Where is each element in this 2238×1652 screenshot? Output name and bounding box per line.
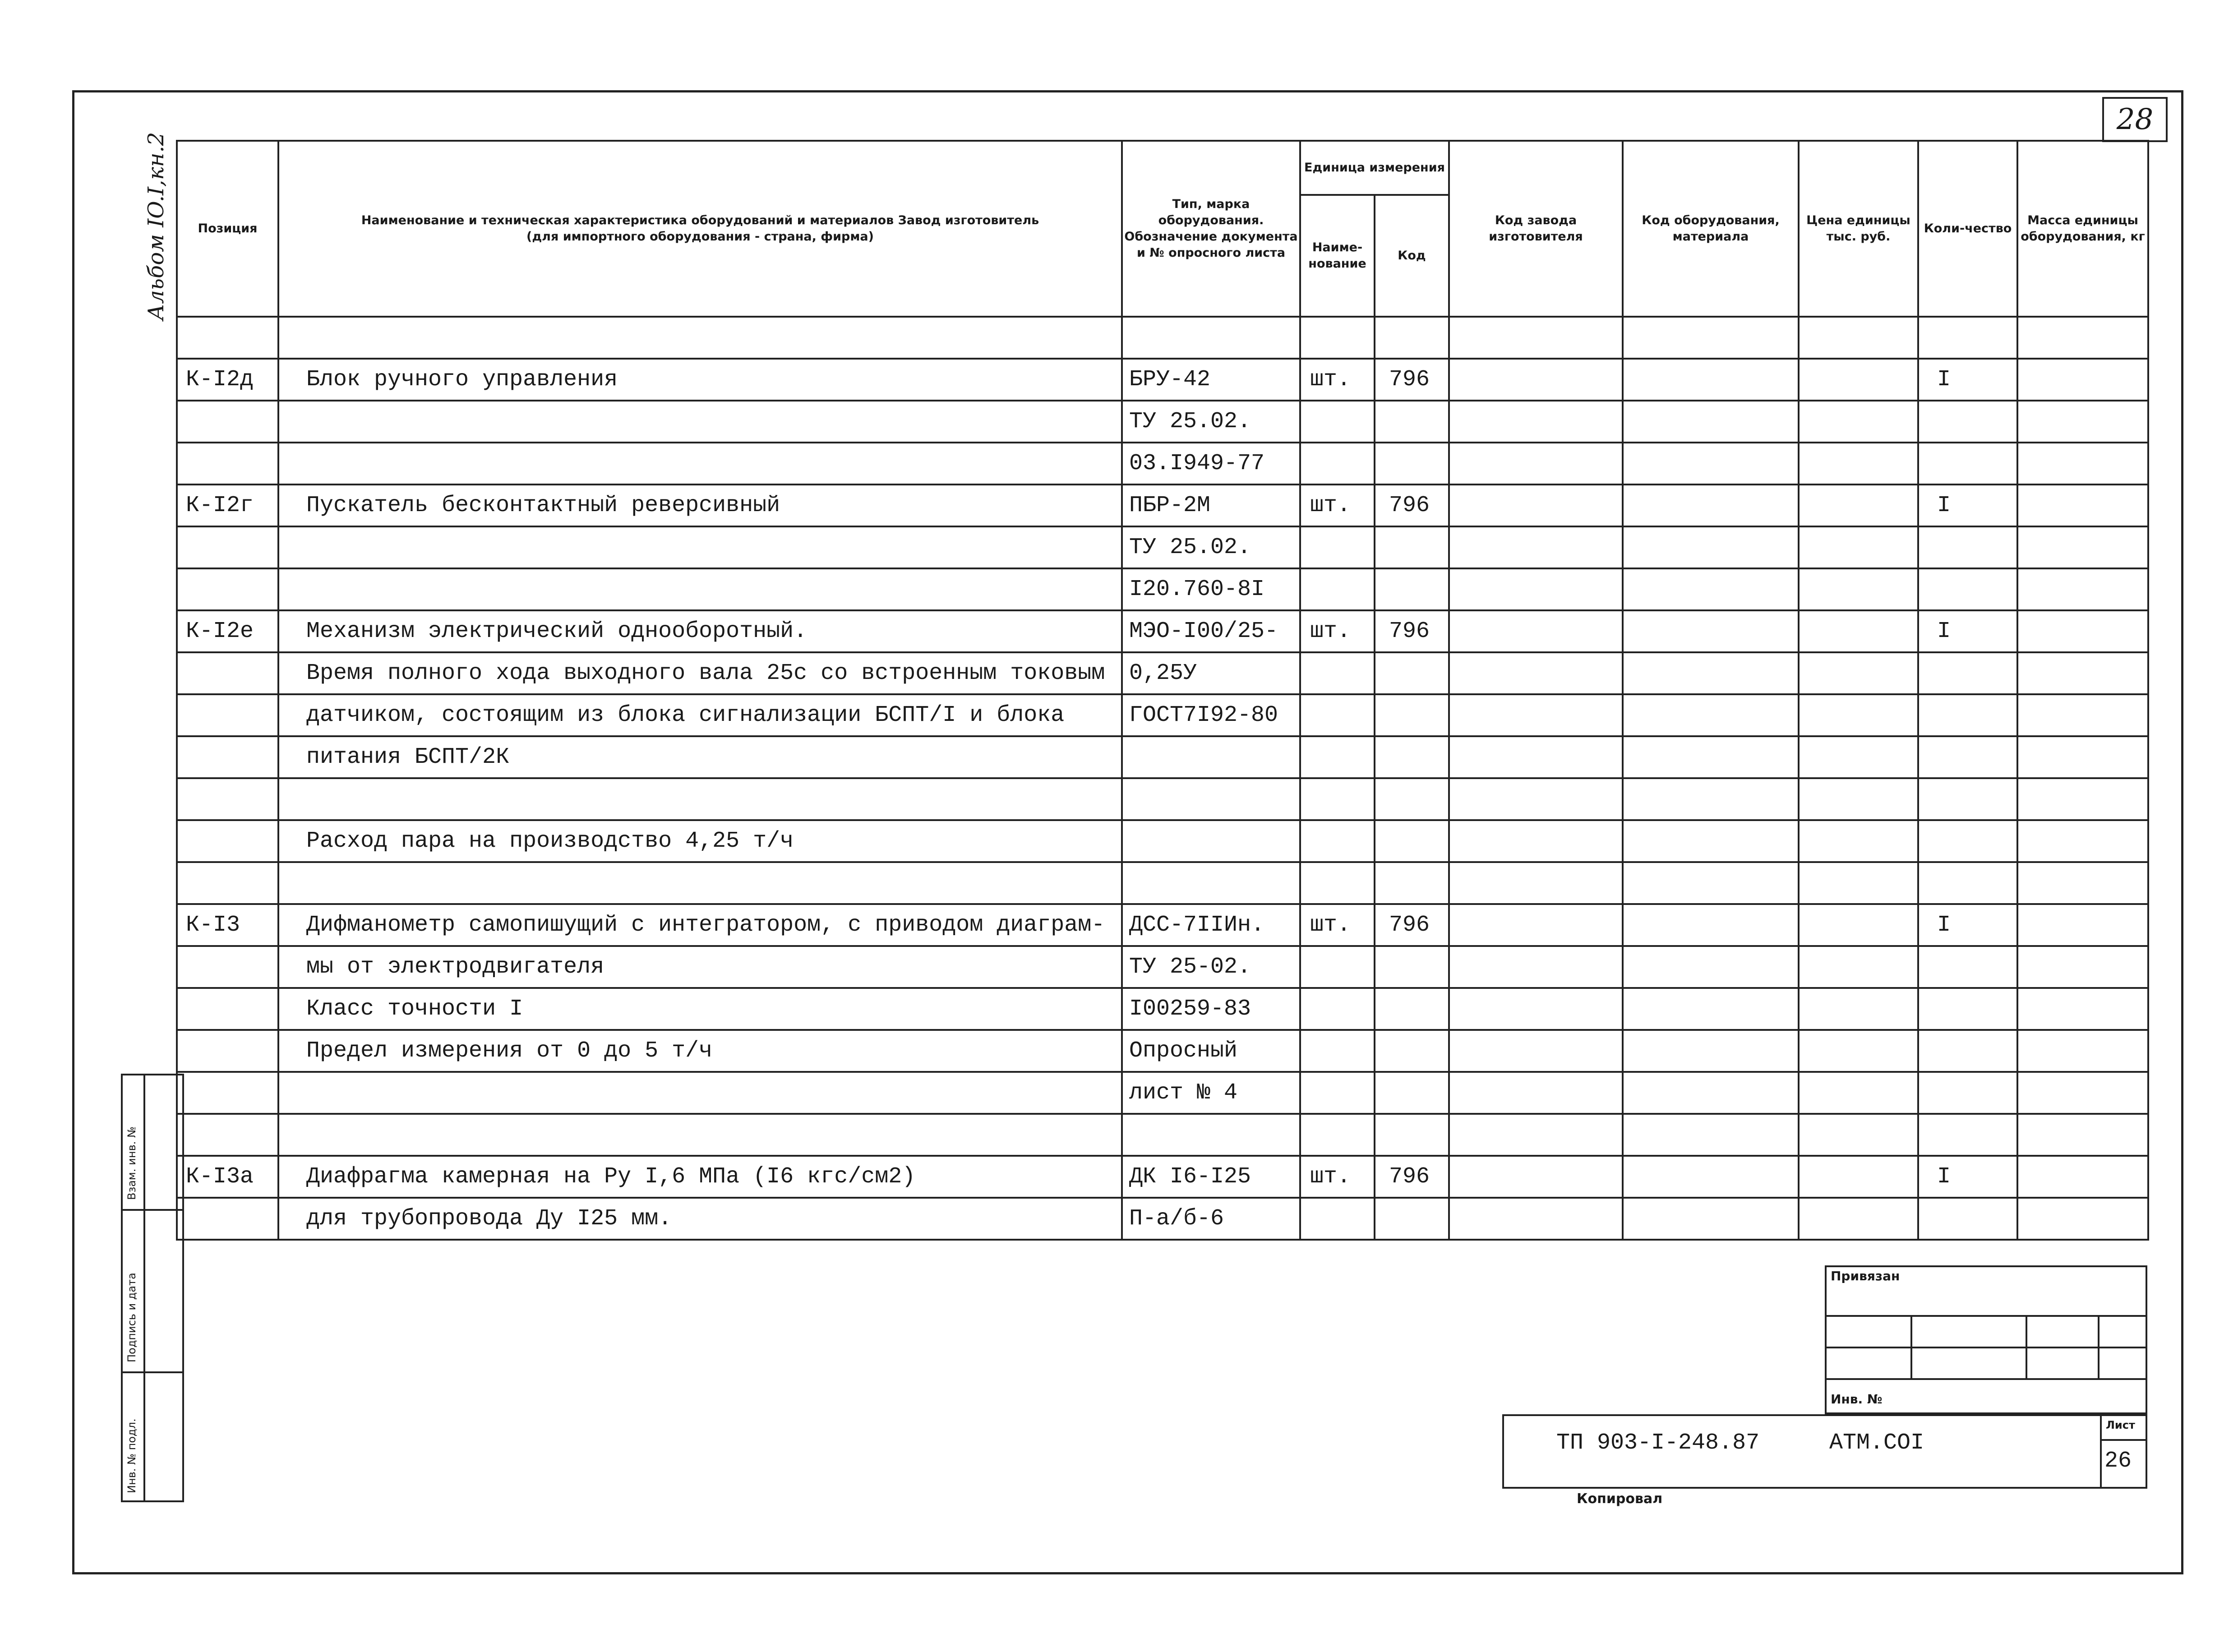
cell-code xyxy=(1375,736,1449,778)
cell-mass xyxy=(2017,778,2148,820)
cell-type xyxy=(1122,820,1300,862)
cell-factory xyxy=(1449,1156,1623,1198)
cell-name: датчиком, состоящим из блока сигнализации БСПТ/I и блока xyxy=(278,694,1122,736)
cell-equip xyxy=(1623,988,1799,1030)
header-unit-code: Код xyxy=(1375,195,1449,317)
cell-type: ДК I6-I25 xyxy=(1122,1156,1300,1198)
table-row xyxy=(177,610,2148,652)
attached-vline-2 xyxy=(2026,1315,2027,1378)
table-row xyxy=(177,904,2148,946)
cell-factory xyxy=(1449,652,1623,694)
cell-pos xyxy=(177,652,278,694)
cell-mass xyxy=(2017,1156,2148,1198)
cell-equip xyxy=(1623,443,1799,485)
table-row xyxy=(177,694,2148,736)
cell-mass xyxy=(2017,736,2148,778)
table-row xyxy=(177,359,2148,401)
table-row xyxy=(177,778,2148,820)
cell-name: Диафрагма камерная на Ру I,6 МПа (I6 кгс/см2) xyxy=(278,1156,1122,1198)
cell-code xyxy=(1375,443,1449,485)
cell-type: Опросный xyxy=(1122,1030,1300,1072)
table-row xyxy=(177,820,2148,862)
table-row xyxy=(177,736,2148,778)
cell-factory xyxy=(1449,1072,1623,1114)
table-row xyxy=(177,1030,2148,1072)
cell-factory xyxy=(1449,1114,1623,1156)
cell-mass xyxy=(2017,1030,2148,1072)
cell-pos xyxy=(177,526,278,568)
cell-qty xyxy=(1918,862,2017,904)
table-row xyxy=(177,1114,2148,1156)
attached-line-3 xyxy=(1825,1378,2147,1380)
cell-type: МЭО-I00/25- xyxy=(1122,610,1300,652)
doc-mark: АТМ.СОI xyxy=(1829,1430,1924,1456)
cell-price xyxy=(1799,1030,1918,1072)
cell-type: ТУ 25.02. xyxy=(1122,526,1300,568)
cell-equip xyxy=(1623,568,1799,610)
cell-type: П-а/б-6 xyxy=(1122,1198,1300,1240)
cell-factory xyxy=(1449,862,1623,904)
cell-price xyxy=(1799,946,1918,988)
cell-unit xyxy=(1300,988,1375,1030)
cell-equip xyxy=(1623,652,1799,694)
cell-qty xyxy=(1918,1072,2017,1114)
cell-unit xyxy=(1300,1030,1375,1072)
table-row xyxy=(177,568,2148,610)
cell-price xyxy=(1799,317,1918,359)
header-name: Наименование и техническая характеристика оборудований и материалов Завод изготовитель (для импортного оборудования - страна, фирма) xyxy=(278,141,1122,317)
cell-pos xyxy=(177,317,278,359)
table-row xyxy=(177,988,2148,1030)
cell-price xyxy=(1799,694,1918,736)
cell-price xyxy=(1799,443,1918,485)
cell-qty xyxy=(1918,946,2017,988)
cell-unit xyxy=(1300,946,1375,988)
cell-code xyxy=(1375,401,1449,443)
cell-price xyxy=(1799,401,1918,443)
cell-qty xyxy=(1918,526,2017,568)
cell-type: лист № 4 xyxy=(1122,1072,1300,1114)
cell-qty: I xyxy=(1918,610,2017,652)
cell-name xyxy=(278,317,1122,359)
cell-type xyxy=(1122,862,1300,904)
cell-price xyxy=(1799,610,1918,652)
header-price: Цена единицы тыс. руб. xyxy=(1799,141,1918,317)
cell-code xyxy=(1375,1198,1449,1240)
cell-code: 796 xyxy=(1375,610,1449,652)
side-label-inv: Инв. № подл. xyxy=(125,1418,138,1493)
cell-mass xyxy=(2017,862,2148,904)
cell-factory xyxy=(1449,1198,1623,1240)
cell-code xyxy=(1375,1114,1449,1156)
cell-type: I20.760-8I xyxy=(1122,568,1300,610)
cell-name: Расход пара на производство 4,25 т/ч xyxy=(278,820,1122,862)
header-unit-name: Наиме-нование xyxy=(1300,195,1375,317)
cell-factory xyxy=(1449,1030,1623,1072)
cell-unit xyxy=(1300,526,1375,568)
cell-price xyxy=(1799,988,1918,1030)
table-row xyxy=(177,1072,2148,1114)
cell-factory xyxy=(1449,946,1623,988)
cell-qty xyxy=(1918,1198,2017,1240)
cell-qty: I xyxy=(1918,904,2017,946)
cell-type: I00259-83 xyxy=(1122,988,1300,1030)
cell-unit xyxy=(1300,778,1375,820)
cell-qty xyxy=(1918,820,2017,862)
cell-qty xyxy=(1918,443,2017,485)
table-row xyxy=(177,652,2148,694)
cell-qty xyxy=(1918,568,2017,610)
cell-equip xyxy=(1623,1198,1799,1240)
cell-code: 796 xyxy=(1375,359,1449,401)
cell-price xyxy=(1799,1114,1918,1156)
header-quantity: Коли-чество xyxy=(1918,141,2017,317)
header-factory-code: Код завода изготовителя xyxy=(1449,141,1623,317)
cell-qty xyxy=(1918,1030,2017,1072)
cell-factory xyxy=(1449,904,1623,946)
table-row xyxy=(177,443,2148,485)
cell-pos xyxy=(177,1198,278,1240)
cell-equip xyxy=(1623,485,1799,526)
cell-pos xyxy=(177,694,278,736)
sheet-label: Лист xyxy=(2106,1419,2135,1431)
cell-mass xyxy=(2017,443,2148,485)
cell-factory xyxy=(1449,317,1623,359)
cell-price xyxy=(1799,1072,1918,1114)
cell-mass xyxy=(2017,485,2148,526)
cell-type: ТУ 25.02. xyxy=(1122,401,1300,443)
cell-name: Предел измерения от 0 до 5 т/ч xyxy=(278,1030,1122,1072)
cell-qty xyxy=(1918,694,2017,736)
cell-unit xyxy=(1300,652,1375,694)
cell-unit: шт. xyxy=(1300,610,1375,652)
cell-factory xyxy=(1449,610,1623,652)
cell-unit xyxy=(1300,862,1375,904)
cell-equip xyxy=(1623,317,1799,359)
cell-mass xyxy=(2017,1114,2148,1156)
header-position: Позиция xyxy=(177,141,278,317)
cell-pos xyxy=(177,401,278,443)
cell-equip xyxy=(1623,778,1799,820)
table-row xyxy=(177,526,2148,568)
cell-name xyxy=(278,526,1122,568)
cell-unit: шт. xyxy=(1300,359,1375,401)
cell-qty: I xyxy=(1918,1156,2017,1198)
header-type: Тип, марка оборудования. Обозначение документа и № опросного листа xyxy=(1122,141,1300,317)
cell-equip xyxy=(1623,610,1799,652)
cell-equip xyxy=(1623,526,1799,568)
copied-label: Копировал xyxy=(1577,1491,1663,1507)
cell-pos: К-I2д xyxy=(177,359,278,401)
cell-mass xyxy=(2017,694,2148,736)
cell-type xyxy=(1122,778,1300,820)
attached-label: Привязан xyxy=(1831,1269,1900,1283)
cell-factory xyxy=(1449,443,1623,485)
cell-unit xyxy=(1300,1198,1375,1240)
cell-factory xyxy=(1449,694,1623,736)
cell-code xyxy=(1375,568,1449,610)
cell-unit xyxy=(1300,568,1375,610)
cell-pos xyxy=(177,736,278,778)
page-number-top: 28 xyxy=(2116,103,2154,136)
cell-code xyxy=(1375,1072,1449,1114)
cell-mass xyxy=(2017,610,2148,652)
cell-factory xyxy=(1449,988,1623,1030)
sheet-number: 26 xyxy=(2104,1448,2132,1474)
cell-type: ПБР-2М xyxy=(1122,485,1300,526)
cell-code xyxy=(1375,652,1449,694)
cell-name: Пускатель бесконтактный реверсивный xyxy=(278,485,1122,526)
cell-type: ТУ 25-02. xyxy=(1122,946,1300,988)
cell-equip xyxy=(1623,736,1799,778)
cell-name: Время полного хода выходного вала 25с со встроенным токовым xyxy=(278,652,1122,694)
table-row xyxy=(177,485,2148,526)
cell-price xyxy=(1799,862,1918,904)
cell-name xyxy=(278,568,1122,610)
cell-name: Механизм электрический однооборотный. xyxy=(278,610,1122,652)
table-row xyxy=(177,946,2148,988)
cell-mass xyxy=(2017,359,2148,401)
cell-name: Блок ручного управления xyxy=(278,359,1122,401)
cell-type xyxy=(1122,317,1300,359)
cell-name xyxy=(278,778,1122,820)
cell-equip xyxy=(1623,401,1799,443)
cell-price xyxy=(1799,778,1918,820)
cell-unit: шт. xyxy=(1300,904,1375,946)
cell-name: Класс точности I xyxy=(278,988,1122,1030)
cell-qty xyxy=(1918,778,2017,820)
cell-price xyxy=(1799,485,1918,526)
cell-pos xyxy=(177,568,278,610)
cell-factory xyxy=(1449,568,1623,610)
cell-type xyxy=(1122,1114,1300,1156)
cell-name xyxy=(278,401,1122,443)
left-stamp-divider-1 xyxy=(121,1209,184,1211)
cell-type: БРУ-42 xyxy=(1122,359,1300,401)
cell-price xyxy=(1799,1156,1918,1198)
table-row xyxy=(177,317,2148,359)
cell-code xyxy=(1375,694,1449,736)
cell-price xyxy=(1799,736,1918,778)
cell-type: 0,25У xyxy=(1122,652,1300,694)
cell-name xyxy=(278,1072,1122,1114)
cell-pos: К-I3а xyxy=(177,1156,278,1198)
cell-pos xyxy=(177,1030,278,1072)
cell-pos xyxy=(177,1114,278,1156)
cell-price xyxy=(1799,820,1918,862)
attached-vline-3 xyxy=(2098,1315,2100,1378)
cell-factory xyxy=(1449,778,1623,820)
left-stamp-divider-2 xyxy=(121,1371,184,1373)
cell-equip xyxy=(1623,1114,1799,1156)
cell-equip xyxy=(1623,694,1799,736)
cell-factory xyxy=(1449,401,1623,443)
cell-pos xyxy=(177,778,278,820)
cell-name: для трубопровода Ду I25 мм. xyxy=(278,1198,1122,1240)
cell-qty xyxy=(1918,988,2017,1030)
header-unit-group: Единица измерения xyxy=(1300,141,1449,195)
cell-type: ДСС-7IIИн. xyxy=(1122,904,1300,946)
cell-mass xyxy=(2017,652,2148,694)
cell-mass xyxy=(2017,946,2148,988)
cell-name: Дифманометр самопишущий с интегратором, с приводом диаграм- xyxy=(278,904,1122,946)
cell-price xyxy=(1799,652,1918,694)
cell-name: мы от электродвигателя xyxy=(278,946,1122,988)
cell-pos: К-I2е xyxy=(177,610,278,652)
cell-unit xyxy=(1300,694,1375,736)
cell-name: питания БСПТ/2К xyxy=(278,736,1122,778)
cell-price xyxy=(1799,526,1918,568)
cell-type xyxy=(1122,736,1300,778)
cell-factory xyxy=(1449,820,1623,862)
cell-code xyxy=(1375,946,1449,988)
cell-unit xyxy=(1300,443,1375,485)
cell-code: 796 xyxy=(1375,485,1449,526)
cell-unit xyxy=(1300,1114,1375,1156)
cell-mass xyxy=(2017,1198,2148,1240)
header-equipment-code: Код оборудования, материала xyxy=(1623,141,1799,317)
cell-unit xyxy=(1300,820,1375,862)
cell-equip xyxy=(1623,862,1799,904)
table-row xyxy=(177,401,2148,443)
side-label-replace: Взам. инв. № xyxy=(125,1126,138,1200)
doc-code: ТП 903-I-248.87 xyxy=(1556,1430,1760,1456)
cell-qty: I xyxy=(1918,485,2017,526)
cell-unit xyxy=(1300,401,1375,443)
cell-code: 796 xyxy=(1375,904,1449,946)
cell-price xyxy=(1799,1198,1918,1240)
cell-code xyxy=(1375,526,1449,568)
left-stamp-vdivider xyxy=(143,1074,145,1502)
cell-unit: шт. xyxy=(1300,485,1375,526)
cell-pos xyxy=(177,862,278,904)
cell-qty: I xyxy=(1918,359,2017,401)
side-label-signature: Подпись и дата xyxy=(125,1273,138,1362)
cell-mass xyxy=(2017,568,2148,610)
cell-mass xyxy=(2017,401,2148,443)
cell-equip xyxy=(1623,1156,1799,1198)
cell-code xyxy=(1375,317,1449,359)
cell-mass xyxy=(2017,904,2148,946)
cell-name xyxy=(278,862,1122,904)
cell-unit xyxy=(1300,317,1375,359)
cell-qty xyxy=(1918,401,2017,443)
cell-factory xyxy=(1449,736,1623,778)
cell-mass xyxy=(2017,988,2148,1030)
cell-price xyxy=(1799,359,1918,401)
cell-qty xyxy=(1918,317,2017,359)
cell-code xyxy=(1375,778,1449,820)
cell-equip xyxy=(1623,359,1799,401)
album-label: Альбом IO.I,кн.2 xyxy=(143,132,169,320)
cell-type: 03.I949-77 xyxy=(1122,443,1300,485)
cell-qty xyxy=(1918,736,2017,778)
cell-pos xyxy=(177,988,278,1030)
cell-qty xyxy=(1918,1114,2017,1156)
cell-pos xyxy=(177,1072,278,1114)
cell-name xyxy=(278,443,1122,485)
sheet-hline xyxy=(2100,1439,2147,1441)
cell-factory xyxy=(1449,485,1623,526)
cell-mass xyxy=(2017,526,2148,568)
cell-mass xyxy=(2017,1072,2148,1114)
cell-pos xyxy=(177,946,278,988)
cell-code xyxy=(1375,820,1449,862)
cell-factory xyxy=(1449,359,1623,401)
cell-code xyxy=(1375,1030,1449,1072)
cell-mass xyxy=(2017,317,2148,359)
table-row xyxy=(177,1198,2148,1240)
cell-price xyxy=(1799,904,1918,946)
cell-code: 796 xyxy=(1375,1156,1449,1198)
specification-table xyxy=(176,140,2149,1241)
table-row xyxy=(177,1156,2148,1198)
cell-name xyxy=(278,1114,1122,1156)
cell-equip xyxy=(1623,820,1799,862)
cell-pos: К-I2г xyxy=(177,485,278,526)
cell-unit: шт. xyxy=(1300,1156,1375,1198)
cell-factory xyxy=(1449,526,1623,568)
cell-mass xyxy=(2017,820,2148,862)
cell-equip xyxy=(1623,1030,1799,1072)
header-mass: Масса единицы оборудования, кг xyxy=(2017,141,2148,317)
cell-pos xyxy=(177,443,278,485)
cell-unit xyxy=(1300,736,1375,778)
cell-code xyxy=(1375,988,1449,1030)
cell-type: ГОСТ7I92-80 xyxy=(1122,694,1300,736)
cell-code xyxy=(1375,862,1449,904)
cell-price xyxy=(1799,568,1918,610)
attached-vline-1 xyxy=(1910,1315,1912,1378)
cell-equip xyxy=(1623,904,1799,946)
cell-qty xyxy=(1918,652,2017,694)
cell-equip xyxy=(1623,946,1799,988)
cell-pos: К-I3 xyxy=(177,904,278,946)
table-row xyxy=(177,862,2148,904)
cell-equip xyxy=(1623,1072,1799,1114)
cell-pos xyxy=(177,820,278,862)
inv-label: Инв. № xyxy=(1831,1392,1883,1407)
cell-unit xyxy=(1300,1072,1375,1114)
sheet-divider xyxy=(2100,1414,2102,1489)
